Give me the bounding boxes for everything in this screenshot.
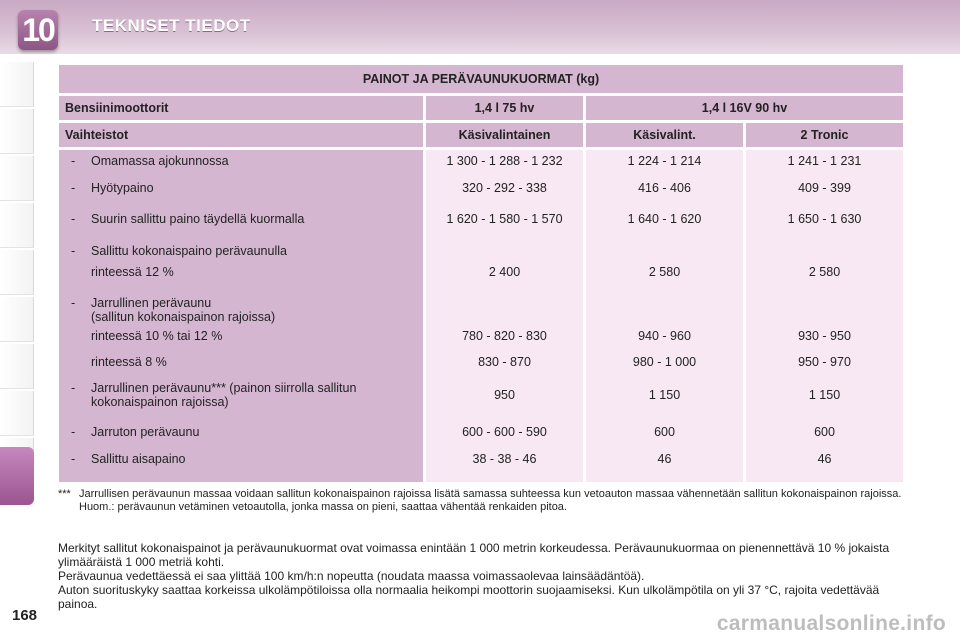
row-dash: -	[71, 181, 76, 195]
row-label-line2: (sallitun kokonaispainon rajoissa)	[91, 310, 276, 324]
table-label-column	[59, 150, 423, 482]
table-row-label	[65, 244, 417, 265]
chapter-number-badge: 10	[18, 10, 58, 50]
table-cell-value: 930 - 950	[798, 329, 851, 343]
side-tab-2[interactable]	[0, 109, 34, 154]
row-label: Suurin sallittu paino täydellä kuormalla	[91, 212, 305, 226]
table-cell-value: 320 - 292 - 338	[462, 181, 547, 195]
chapter-side-tabs	[0, 62, 34, 485]
table-cell-value: 1 620 - 1 580 - 1 570	[446, 212, 563, 226]
table-cell-value: 830 - 870	[478, 355, 531, 369]
table-cell-value: 780 - 820 - 830	[462, 329, 547, 343]
table-values-col-2	[586, 150, 743, 482]
table-cell-value: 1 640 - 1 620	[627, 212, 702, 226]
side-tab-6[interactable]	[0, 297, 34, 342]
gearbox-header-label: Vaihteistot	[59, 123, 423, 147]
note-paragraph: Merkityt sallitut kokonaispainot ja perävaunukuormat ovat voimassa enintään 1 000 metrin korkeudessa. Perävaunukuormaa on pienennettävä 10 % jokaista ylimääräistä 1 000 metriä kohti.	[58, 541, 890, 569]
table-row-label	[65, 329, 417, 354]
row-label: Jarrullinen perävaunu	[91, 296, 212, 310]
row-label: Jarrullinen perävaunu*** (painon siirrolla sallitun	[91, 381, 357, 395]
table-cell-value: 1 300 - 1 288 - 1 232	[446, 154, 563, 168]
table-cell-value: 980 - 1 000	[632, 355, 697, 369]
weights-table	[56, 62, 906, 485]
row-label-line2: kokonaispainon rajoissa)	[91, 395, 229, 409]
table-row-label	[65, 212, 417, 242]
chapter-header	[0, 0, 960, 54]
watermark: carmanualsonline.info	[716, 612, 946, 635]
side-tab-4[interactable]	[0, 203, 34, 248]
row-label: Omamassa ajokunnossa	[91, 154, 229, 168]
gearbox-1-header: Käsivalintainen	[426, 123, 583, 147]
note-paragraph: Auton suorituskyky saattaa korkeissa ulkolämpötiloissa olla normaalia heikompi moottorin suojaamiseksi. Kun ulkolämpötila on yli 37 °C, rajoita vedettävää painoa.	[58, 583, 880, 611]
table-cell-value: 1 650 - 1 630	[787, 212, 862, 226]
table-row-label	[65, 154, 417, 179]
row-dash: -	[71, 452, 76, 466]
engine-2-header: 1,4 l 16V 90 hv	[586, 96, 903, 120]
row-dash: -	[71, 381, 76, 395]
table-row-label	[65, 381, 417, 423]
row-label: Jarruton perävaunu	[91, 425, 200, 439]
side-tab-1[interactable]	[0, 62, 34, 107]
note-paragraph: Perävaunua vedettäessä ei saa ylittää 100 km/h:n nopeutta (noudata maassa voimassaolevaa lainsäädäntöä).	[58, 569, 645, 583]
footnote-marker: ***	[58, 488, 71, 500]
page-number: 168	[12, 607, 38, 624]
table-cell-value: 2 580	[648, 265, 681, 279]
table-cell-value: 940 - 960	[638, 329, 691, 343]
side-tab-8[interactable]	[0, 391, 34, 436]
row-dash: -	[71, 154, 76, 168]
table-cell-value: 600	[814, 425, 835, 439]
table-cell-value: 1 224 - 1 214	[627, 154, 702, 168]
row-dash: -	[71, 244, 76, 258]
row-dash: -	[71, 212, 76, 226]
row-label: rinteessä 12 %	[91, 265, 174, 279]
table-row-label	[65, 181, 417, 206]
table-values-col-3	[746, 150, 903, 482]
row-label: Sallittu aisapaino	[91, 452, 186, 466]
table-title: PAINOT JA PERÄVAUNUKUORMAT (kg)	[59, 65, 903, 93]
row-label: Hyötypaino	[91, 181, 154, 195]
gearbox-3-header: 2 Tronic	[746, 123, 903, 147]
table-row-label	[65, 296, 417, 327]
table-cell-value: 600 - 600 - 590	[462, 425, 547, 439]
row-label: Sallittu kokonaispaino perävaunulla	[91, 244, 287, 258]
row-dash: -	[71, 296, 76, 310]
table-row-label	[65, 452, 417, 478]
table-cell-value: 1 241 - 1 231	[787, 154, 862, 168]
table-cell-value: 1 150	[648, 388, 681, 402]
table-cell-value: 600	[654, 425, 675, 439]
footnote-text: Jarrullisen perävaunun massaa voidaan sallitun kokonaispainon rajoissa lisätä samassa suhteessa kun vetoauton massaa vähennetään sallitun kokonaispainon rajoissa. Huom.: perävaunun vetäminen vetoautolla, jonka massa on pieni, saattaa vähentää renkaiden pitoa.	[79, 488, 902, 513]
engine-1-header: 1,4 l 75 hv	[426, 96, 583, 120]
table-cell-value: 1 150	[808, 388, 841, 402]
table-cell-value: 950	[494, 388, 515, 402]
row-label: rinteessä 10 % tai 12 %	[91, 329, 223, 343]
side-tab-active-chapter-10[interactable]	[0, 447, 34, 505]
footnote	[58, 488, 908, 514]
row-dash: -	[71, 425, 76, 439]
gearbox-2-header: Käsivalint.	[586, 123, 743, 147]
table-values-col-1	[426, 150, 583, 482]
table-cell-value: 416 - 406	[638, 181, 691, 195]
engine-header-label: Bensiinimoottorit	[59, 96, 423, 120]
table-cell-value: 46	[657, 452, 672, 466]
side-tab-7[interactable]	[0, 344, 34, 389]
table-cell-value: 409 - 399	[798, 181, 851, 195]
table-row-label	[65, 355, 417, 380]
table-row-label	[65, 425, 417, 451]
table-cell-value: 2 580	[808, 265, 841, 279]
side-tab-5[interactable]	[0, 250, 34, 295]
table-cell-value: 38 - 38 - 46	[472, 452, 537, 466]
notes-section	[58, 541, 908, 611]
chapter-title: TEKNISET TIEDOT	[92, 16, 251, 35]
row-label: rinteessä 8 %	[91, 355, 167, 369]
table-cell-value: 46	[817, 452, 832, 466]
side-tab-3[interactable]	[0, 156, 34, 201]
table-cell-value: 950 - 970	[798, 355, 851, 369]
table-row-label	[65, 265, 417, 295]
table-cell-value: 2 400	[488, 265, 521, 279]
